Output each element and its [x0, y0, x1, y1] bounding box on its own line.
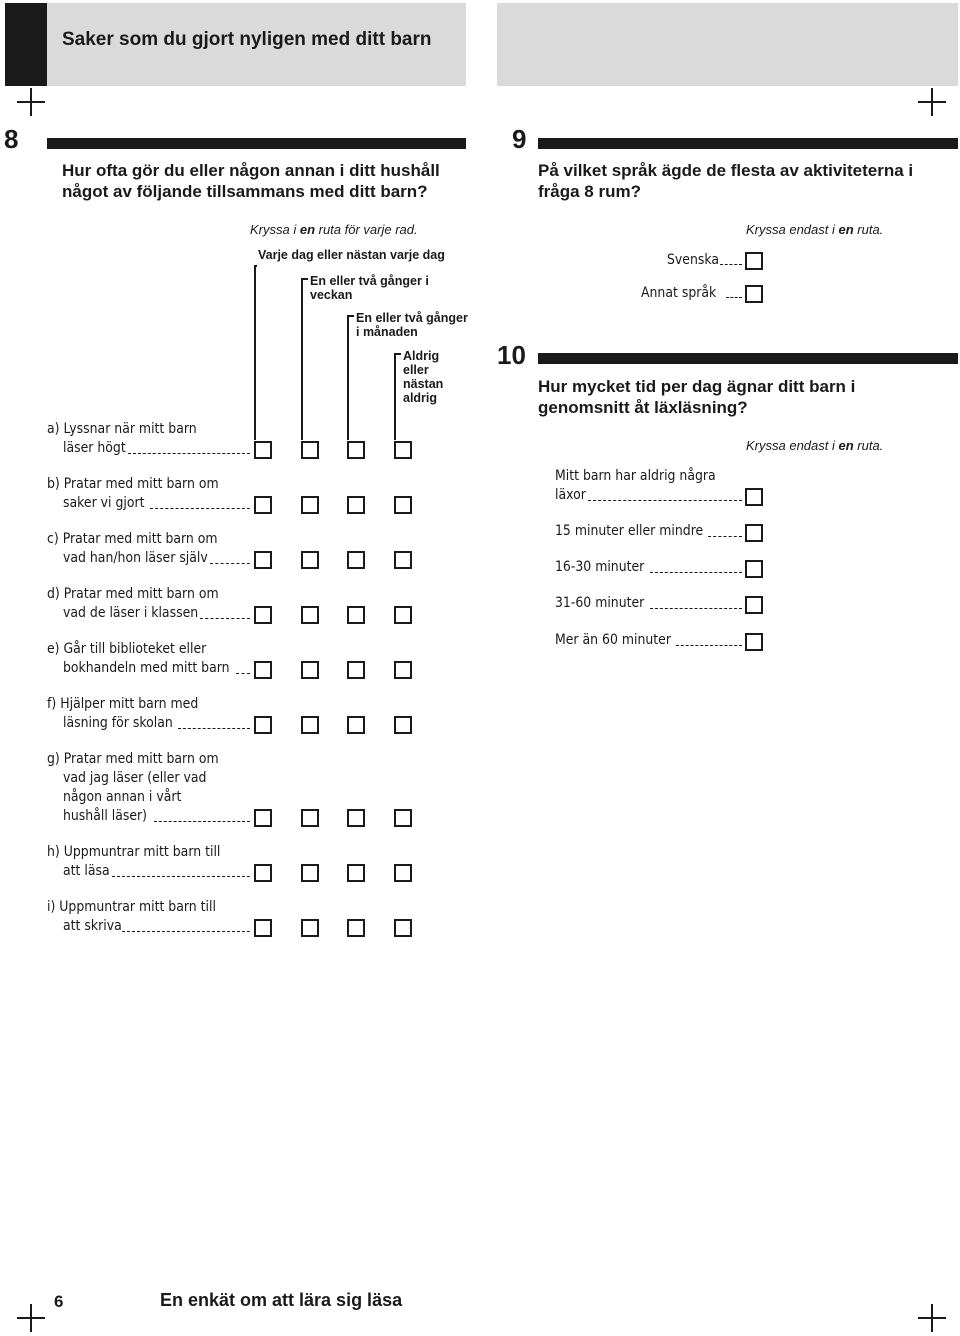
question-8-number: 8: [4, 124, 19, 154]
item-c-label-line2: vad han/hon läser själv: [63, 550, 208, 566]
question-9-bar: [538, 138, 958, 149]
question-9-instruction: Kryssa endast i en ruta.: [746, 222, 884, 237]
checkbox-over-60[interactable]: [745, 633, 763, 651]
option-annat-sprak-label: Annat språk: [641, 285, 717, 301]
option-over-60-label: Mer än 60 minuter: [555, 632, 671, 648]
checkbox-31-60[interactable]: [745, 596, 763, 614]
column-connector: [347, 315, 349, 440]
question-10-text: Hur mycket tid per dag ägnar ditt barn i genomsnitt åt läxläsning?: [538, 377, 856, 417]
question-8-text: Hur ofta gör du eller någon annan i ditt hushåll något av följande tillsammans med ditt barn?: [62, 161, 440, 201]
item-a-label: a) Lyssnar när mitt barn: [47, 421, 197, 437]
crop-mark-icon: [17, 88, 45, 116]
item-f-label-line2: läsning för skolan: [63, 715, 173, 731]
leader-dots: [128, 453, 250, 454]
item-g-label-line3: någon annan i vårt: [63, 789, 182, 805]
option-no-homework-label-line2: läxor: [555, 487, 586, 503]
leader-dots: [200, 618, 250, 619]
question-9-number: 9: [512, 124, 527, 154]
leader-dots: [720, 264, 742, 265]
checkbox-b-daily[interactable]: [254, 496, 272, 514]
checkbox-e-daily[interactable]: [254, 661, 272, 679]
leader-dots: [650, 572, 742, 573]
checkbox-e-monthly[interactable]: [347, 661, 365, 679]
checkbox-h-never[interactable]: [394, 864, 412, 882]
item-a-label-line2: läser högt: [63, 440, 126, 456]
checkbox-b-monthly[interactable]: [347, 496, 365, 514]
item-d-label: d) Pratar med mitt barn om: [47, 586, 219, 602]
checkbox-f-daily[interactable]: [254, 716, 272, 734]
leader-dots: [112, 876, 250, 877]
checkbox-a-monthly[interactable]: [347, 441, 365, 459]
leader-dots: [236, 673, 250, 674]
checkbox-16-30[interactable]: [745, 560, 763, 578]
item-c-label: c) Pratar med mitt barn om: [47, 531, 218, 547]
option-no-homework-label: Mitt barn har aldrig några: [555, 468, 716, 484]
question-10-bar: [538, 353, 958, 364]
item-d-label-line2: vad de läser i klassen: [63, 605, 199, 621]
item-g-label: g) Pratar med mitt barn om: [47, 751, 219, 767]
column-connector: [394, 353, 396, 440]
crop-mark-icon: [17, 1304, 45, 1332]
checkbox-g-daily[interactable]: [254, 809, 272, 827]
checkbox-h-monthly[interactable]: [347, 864, 365, 882]
leader-dots: [726, 297, 742, 298]
option-15-min-label: 15 minuter eller mindre: [555, 523, 704, 539]
checkbox-a-never[interactable]: [394, 441, 412, 459]
question-8-instruction: Kryssa i en ruta för varje rad.: [250, 222, 418, 237]
column-connector: [254, 265, 256, 440]
checkbox-svenska[interactable]: [745, 252, 763, 270]
checkbox-d-daily[interactable]: [254, 606, 272, 624]
item-b-label: b) Pratar med mitt barn om: [47, 476, 219, 492]
checkbox-d-monthly[interactable]: [347, 606, 365, 624]
leader-dots: [178, 728, 250, 729]
checkbox-15-min[interactable]: [745, 524, 763, 542]
page-number: 6: [54, 1292, 64, 1311]
checkbox-g-weekly[interactable]: [301, 809, 319, 827]
question-10-instruction: Kryssa endast i en ruta.: [746, 438, 884, 453]
crop-mark-icon: [918, 1304, 946, 1332]
checkbox-c-monthly[interactable]: [347, 551, 365, 569]
item-h-label: h) Uppmuntrar mitt barn till: [47, 844, 221, 860]
item-i-label: i) Uppmuntrar mitt barn till: [47, 899, 216, 915]
column-header-monthly: En eller två gånger i månaden: [356, 311, 468, 339]
checkbox-f-weekly[interactable]: [301, 716, 319, 734]
column-header-daily: Varje dag eller nästan varje dag: [258, 248, 445, 262]
leader-dots: [708, 536, 742, 537]
item-f-label: f) Hjälper mitt barn med: [47, 696, 199, 712]
checkbox-g-never[interactable]: [394, 809, 412, 827]
checkbox-c-daily[interactable]: [254, 551, 272, 569]
option-31-60-label: 31-60 minuter: [555, 595, 645, 611]
leader-dots: [122, 931, 250, 932]
leader-dots: [588, 500, 742, 501]
checkbox-f-monthly[interactable]: [347, 716, 365, 734]
header-black-block: [5, 3, 47, 86]
column-header-weekly: En eller två gånger i veckan: [310, 274, 429, 302]
checkbox-b-weekly[interactable]: [301, 496, 319, 514]
checkbox-e-never[interactable]: [394, 661, 412, 679]
leader-dots: [150, 508, 250, 509]
footer-title: En enkät om att lära sig läsa: [160, 1290, 403, 1310]
checkbox-i-weekly[interactable]: [301, 919, 319, 937]
leader-dots: [650, 608, 742, 609]
question-9-text: På vilket språk ägde de flesta av aktiviteterna i fråga 8 rum?: [538, 161, 914, 201]
header-grey-band-right: [497, 3, 958, 86]
crop-mark-icon: [918, 88, 946, 116]
leader-dots: [154, 821, 250, 822]
section-title: Saker som du gjort nyligen med ditt barn: [62, 29, 432, 50]
checkbox-d-never[interactable]: [394, 606, 412, 624]
checkbox-e-weekly[interactable]: [301, 661, 319, 679]
checkbox-c-never[interactable]: [394, 551, 412, 569]
leader-dots: [210, 563, 250, 564]
checkbox-c-weekly[interactable]: [301, 551, 319, 569]
question-10-number: 10: [497, 340, 526, 370]
item-e-label: e) Går till biblioteket eller: [47, 641, 207, 657]
checkbox-a-daily[interactable]: [254, 441, 272, 459]
question-8-bar: [47, 138, 466, 149]
item-i-label-line2: att skriva: [63, 918, 122, 934]
checkbox-annat-sprak[interactable]: [745, 285, 763, 303]
checkbox-d-weekly[interactable]: [301, 606, 319, 624]
checkbox-no-homework[interactable]: [745, 488, 763, 506]
checkbox-f-never[interactable]: [394, 716, 412, 734]
item-g-label-line2: vad jag läser (eller vad: [63, 770, 207, 786]
checkbox-h-weekly[interactable]: [301, 864, 319, 882]
checkbox-h-daily[interactable]: [254, 864, 272, 882]
column-header-never: Aldrig eller nästan aldrig: [403, 349, 444, 405]
option-svenska-label: Svenska: [667, 252, 720, 268]
checkbox-g-monthly[interactable]: [347, 809, 365, 827]
option-16-30-label: 16-30 minuter: [555, 559, 645, 575]
leader-dots: [676, 645, 742, 646]
checkbox-a-weekly[interactable]: [301, 441, 319, 459]
item-h-label-line2: att läsa: [63, 863, 110, 879]
item-g-label-line4: hushåll läser): [63, 808, 148, 824]
checkbox-i-monthly[interactable]: [347, 919, 365, 937]
checkbox-i-daily[interactable]: [254, 919, 272, 937]
checkbox-i-never[interactable]: [394, 919, 412, 937]
column-connector: [301, 278, 303, 440]
item-e-label-line2: bokhandeln med mitt barn: [63, 660, 230, 676]
checkbox-b-never[interactable]: [394, 496, 412, 514]
item-b-label-line2: saker vi gjort: [63, 495, 145, 511]
